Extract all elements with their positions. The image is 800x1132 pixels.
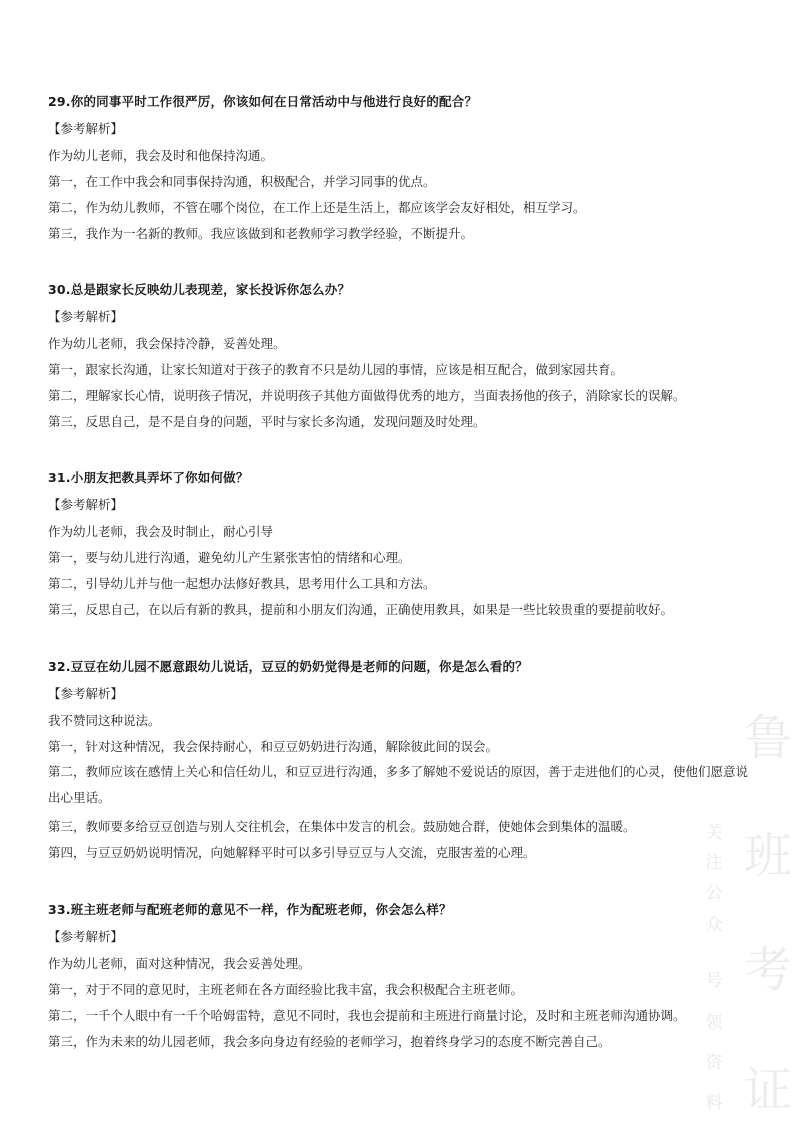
answer-line: 第二，作为幼儿教师，不管在哪个岗位，在工作上还是生活上，都应该学会友好相处，相互学习。 [48,200,586,215]
watermark-small-char: 关 [705,823,723,843]
answer-label: 【参考解析】 [48,309,124,324]
answer-line: 第一，跟家长沟通，让家长知道对于孩子的教育不只是幼儿园的事情，应该是相互配合，做到家园共育。 [48,362,624,377]
watermark-small-char: 资 [705,1053,723,1073]
question-33 [48,900,768,1052]
answer-line: 第二，理解家长心情，说明孩子情况，并说明孩子其他方面做得优秀的地方，当面表扬他的孩子，消除家长的误解。 [48,388,686,403]
answer-line: 第二，引导幼儿并与他一起想办法修好教具，思考用什么工具和方法。 [48,576,436,591]
watermark-char: 班 [743,828,792,884]
answer-line: 第一，要与幼儿进行沟通，避免幼儿产生紧张害怕的情绪和心理。 [48,550,411,565]
watermark-char: 证 [743,1062,792,1118]
answer-line: 第一，在工作中我会和同事保持沟通，积极配合，并学习同事的优点。 [48,174,436,189]
answer-line: 第三，反思自己，是不是自身的问题，平时与家长多沟通，发现问题及时处理。 [48,414,486,429]
answer-label: 【参考解析】 [48,686,124,701]
answer-line: 第三，我作为一名新的教师。我应该做到和老教师学习教学经验，不断提升。 [48,226,474,241]
answer-line: 第四，与豆豆奶奶说明情况，向她解释平时可以多引导豆豆与人交流，克服害羞的心理。 [48,845,536,860]
question-title: 33.班主班老师与配班老师的意见不一样，作为配班老师，你会怎么样？ [48,902,452,917]
watermark-small-char: 众 [705,915,723,935]
answer-line: 作为幼儿老师，我会保持冷静，妥善处理。 [48,336,286,351]
answer-line: 第一，对于不同的意见时，主班老师在各方面经验比我丰富，我会积极配合主班老师。 [48,982,524,997]
question-30 [48,280,768,432]
answer-line: 第一，针对这种情况，我会保持耐心，和豆豆奶奶进行沟通，解除彼此间的误会。 [48,739,499,754]
answer-label: 【参考解析】 [48,497,124,512]
question-29 [48,92,768,244]
answer-line: 第三，教师要多给豆豆创造与别人交往机会，在集体中发言的机会。鼓励她合群，使她体会到集体的温暖。 [48,819,636,834]
answer-line: 第二，教师应该在感情上关心和信任幼儿，和豆豆进行沟通，多多了解她不爱说话的原因，善于走进他们的心灵，使他们愿意说出心里话。 [48,764,749,805]
answer-line: 作为幼儿老师，我会及时制止，耐心引导 [48,524,274,539]
question-32 [48,657,768,863]
question-title: 31.小朋友把教具弄坏了你如何做？ [48,470,249,485]
answer-line: 第三，作为未来的幼儿园老师，我会多向身边有经验的老师学习，抱着终身学习的态度不断完善自己。 [48,1034,611,1049]
watermark-small-char: 号 [705,971,723,991]
watermark-char: 考 [743,942,792,998]
question-title: 32.豆豆在幼儿园不愿意跟幼儿说话，豆豆的奶奶觉得是老师的问题，你是怎么看的？ [48,659,528,674]
watermark-small-char: 公 [705,883,723,903]
answer-line: 我不赞同这种说法。 [48,713,161,728]
watermark-small-char: 料 [705,1093,723,1113]
watermark-char: 鲁 [743,710,792,766]
answer-line: 作为幼儿老师，我会及时和他保持沟通。 [48,148,274,163]
answer-label: 【参考解析】 [48,929,124,944]
answer-line: 作为幼儿老师，面对这种情况，我会妥善处理。 [48,956,311,971]
question-title: 29.你的同事平时工作很严厉，你该如何在日常活动中与他进行良好的配合？ [48,94,478,109]
answer-label: 【参考解析】 [48,121,124,136]
question-31 [48,468,768,620]
answer-line: 第三，反思自己，在以后有新的教具，提前和小朋友们沟通，正确使用教具，如果是一些比较贵重的要提前收好。 [48,602,674,617]
question-title: 30.总是跟家长反映幼儿表现差，家长投诉你怎么办？ [48,282,351,297]
watermark-small-char: 注 [705,853,723,873]
answer-line: 第二，一千个人眼中有一千个哈姆雷特，意见不同时，我也会提前和主班进行商量讨论，及时和主班老师沟通协调。 [48,1008,686,1023]
watermark-small-char: 领 [705,1013,723,1033]
